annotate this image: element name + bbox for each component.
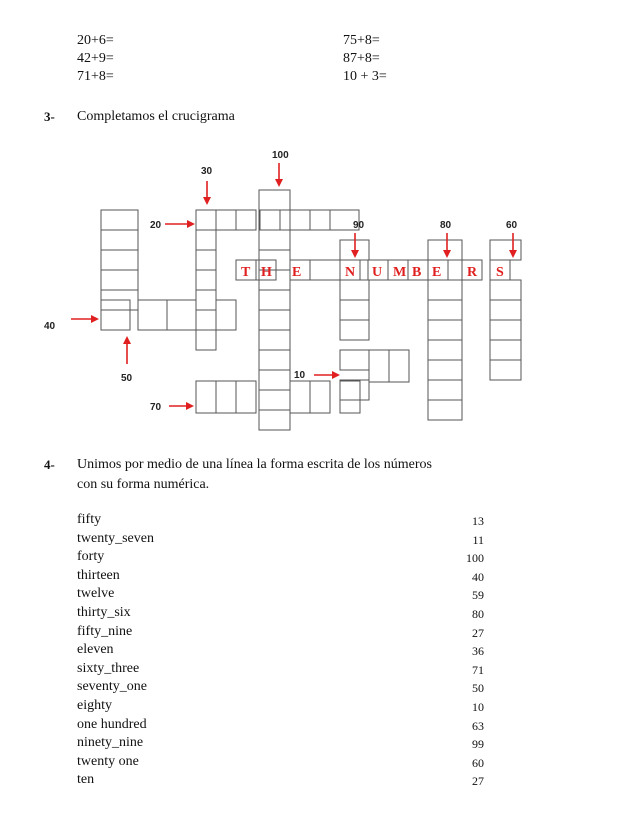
clue-label-100: 100 bbox=[272, 150, 289, 161]
crossword-cell[interactable] bbox=[101, 250, 138, 270]
word-item[interactable]: one hundred bbox=[77, 716, 147, 732]
number-item[interactable]: 80 bbox=[472, 607, 484, 621]
crossword-cell[interactable] bbox=[490, 280, 521, 300]
crossword-cell[interactable] bbox=[389, 350, 409, 382]
clue-label-60: 60 bbox=[506, 220, 518, 231]
crossword-cell[interactable] bbox=[490, 360, 521, 380]
word-item[interactable]: thirty_six bbox=[77, 605, 131, 620]
clue-label-10: 10 bbox=[294, 370, 306, 381]
crossword-cell[interactable] bbox=[196, 270, 216, 290]
crossword-cell[interactable] bbox=[196, 310, 216, 330]
crossword-letter: S bbox=[496, 265, 504, 280]
section-3-number: 3- bbox=[44, 109, 55, 124]
crossword-cell[interactable] bbox=[428, 340, 462, 360]
crossword-letter: T bbox=[241, 265, 251, 280]
crossword-cell[interactable] bbox=[259, 210, 290, 230]
crossword-letter: H bbox=[261, 265, 272, 280]
crossword-cell[interactable] bbox=[340, 350, 369, 370]
crossword-cell[interactable] bbox=[340, 280, 369, 300]
crossword-cell[interactable] bbox=[259, 370, 290, 390]
crossword-cell[interactable] bbox=[196, 210, 216, 230]
section-3-title: Completamos el crucigrama bbox=[77, 109, 235, 124]
crossword-cell[interactable] bbox=[340, 300, 369, 320]
clue-label-90: 90 bbox=[353, 220, 365, 231]
crossword-letter: N bbox=[345, 265, 356, 280]
word-item[interactable]: ten bbox=[77, 772, 95, 788]
crossword-cell[interactable] bbox=[428, 380, 462, 400]
crossword-cell[interactable] bbox=[428, 320, 462, 340]
crossword-cell[interactable] bbox=[490, 300, 521, 320]
word-item[interactable]: twenty one bbox=[77, 753, 139, 769]
word-item[interactable]: thirteen bbox=[77, 567, 120, 583]
crossword-cell[interactable] bbox=[340, 380, 369, 400]
crossword-cell[interactable] bbox=[167, 300, 196, 330]
crossword-cell[interactable] bbox=[196, 330, 216, 350]
clue-label-50: 50 bbox=[121, 373, 133, 384]
sum-right-2: 87+8= bbox=[343, 51, 380, 66]
crossword-cell[interactable] bbox=[236, 210, 256, 230]
crossword-letter: E bbox=[292, 265, 302, 280]
word-item[interactable]: fifty_nine bbox=[77, 623, 133, 639]
crossword-cell[interactable] bbox=[101, 210, 138, 230]
crossword-cell[interactable] bbox=[196, 230, 216, 250]
number-item[interactable]: 63 bbox=[472, 718, 484, 733]
crossword-cell[interactable] bbox=[196, 381, 216, 413]
crossword-cell[interactable] bbox=[260, 210, 280, 230]
crossword-cell[interactable] bbox=[490, 340, 521, 360]
crossword-cell[interactable] bbox=[259, 330, 290, 350]
crossword-cell[interactable] bbox=[428, 240, 462, 260]
crossword-cell[interactable] bbox=[428, 280, 462, 300]
word-item[interactable]: fifty bbox=[77, 512, 102, 527]
crossword-letter: U bbox=[372, 265, 383, 280]
word-item[interactable]: eleven bbox=[77, 642, 114, 658]
crossword-cell[interactable] bbox=[196, 250, 216, 270]
number-item[interactable]: 11 bbox=[472, 532, 484, 547]
word-item[interactable]: twenty_seven bbox=[77, 530, 154, 546]
crossword-cell[interactable] bbox=[369, 350, 389, 382]
number-item[interactable]: 10 bbox=[472, 700, 484, 714]
crossword-cell[interactable] bbox=[340, 320, 369, 340]
number-item[interactable]: 13 bbox=[472, 514, 484, 528]
crossword-cell[interactable] bbox=[490, 320, 521, 340]
crossword-letter: E bbox=[432, 265, 442, 280]
crossword-letter: M bbox=[393, 265, 407, 280]
number-item[interactable]: 27 bbox=[472, 625, 484, 640]
crossword-cell[interactable] bbox=[490, 240, 521, 260]
section-4-title-line1: Unimos por medio de una línea la forma escrita de los números bbox=[77, 457, 432, 472]
crossword-cell[interactable] bbox=[216, 300, 236, 330]
crossword-letter: B bbox=[412, 265, 422, 280]
crossword-cell[interactable] bbox=[216, 210, 236, 230]
number-item[interactable]: 99 bbox=[472, 737, 484, 752]
crossword-cell[interactable] bbox=[428, 360, 462, 380]
crossword-cell[interactable] bbox=[310, 210, 330, 230]
crossword-cell[interactable] bbox=[101, 270, 138, 290]
number-item[interactable]: 40 bbox=[472, 569, 484, 584]
crossword-cell[interactable] bbox=[290, 210, 310, 230]
number-item[interactable]: 50 bbox=[472, 681, 484, 696]
crossword-cell[interactable] bbox=[340, 381, 360, 413]
clue-label-40: 40 bbox=[44, 321, 56, 332]
crossword-cell[interactable] bbox=[428, 300, 462, 320]
number-item[interactable]: 100 bbox=[466, 551, 484, 566]
number-item[interactable]: 36 bbox=[472, 644, 484, 659]
crossword-cell[interactable] bbox=[216, 381, 236, 413]
clue-label-20: 20 bbox=[150, 220, 162, 231]
word-item[interactable]: forty bbox=[77, 549, 105, 565]
crossword-cell[interactable] bbox=[290, 381, 310, 413]
crossword-cell[interactable] bbox=[428, 400, 462, 420]
number-item[interactable]: 71 bbox=[472, 662, 484, 677]
crossword-cell[interactable] bbox=[259, 190, 290, 210]
clue-label-70: 70 bbox=[150, 402, 162, 413]
crossword-cell[interactable] bbox=[236, 381, 256, 413]
sum-left-2: 42+9= bbox=[77, 51, 114, 66]
section-4-title-line2: con su forma numérica. bbox=[77, 477, 210, 492]
crossword-cell[interactable] bbox=[101, 230, 138, 250]
crossword-cell[interactable] bbox=[259, 230, 290, 250]
clue-label-30: 30 bbox=[201, 166, 213, 177]
word-item[interactable]: eighty bbox=[77, 698, 112, 713]
crossword-cell[interactable] bbox=[138, 300, 167, 330]
clue-label-80: 80 bbox=[440, 220, 452, 231]
crossword-letter: R bbox=[467, 265, 478, 280]
crossword-cell[interactable] bbox=[310, 260, 340, 280]
crossword-cell[interactable] bbox=[101, 300, 130, 330]
number-item[interactable]: 60 bbox=[472, 755, 484, 770]
crossword-cell[interactable] bbox=[259, 390, 290, 410]
crossword-cell[interactable] bbox=[259, 350, 290, 370]
crossword-cell[interactable] bbox=[259, 410, 290, 430]
crossword-cell[interactable] bbox=[259, 290, 290, 310]
sum-left-3: 71+8= bbox=[77, 69, 114, 84]
crossword-cell[interactable] bbox=[310, 381, 330, 413]
word-item[interactable]: sixty_three bbox=[77, 660, 140, 676]
section-4-number: 4- bbox=[44, 457, 55, 472]
number-item[interactable]: 59 bbox=[472, 588, 484, 603]
sum-left-1: 20+6= bbox=[77, 33, 114, 48]
sum-right-3: 10 + 3= bbox=[343, 69, 387, 84]
number-item[interactable]: 27 bbox=[472, 774, 484, 789]
word-item[interactable]: seventy_one bbox=[77, 679, 147, 695]
crossword-cell[interactable] bbox=[196, 290, 216, 310]
sum-right-1: 75+8= bbox=[343, 33, 380, 48]
crossword-cell[interactable] bbox=[259, 310, 290, 330]
word-item[interactable]: ninety_nine bbox=[77, 735, 144, 751]
word-item[interactable]: twelve bbox=[77, 586, 115, 602]
